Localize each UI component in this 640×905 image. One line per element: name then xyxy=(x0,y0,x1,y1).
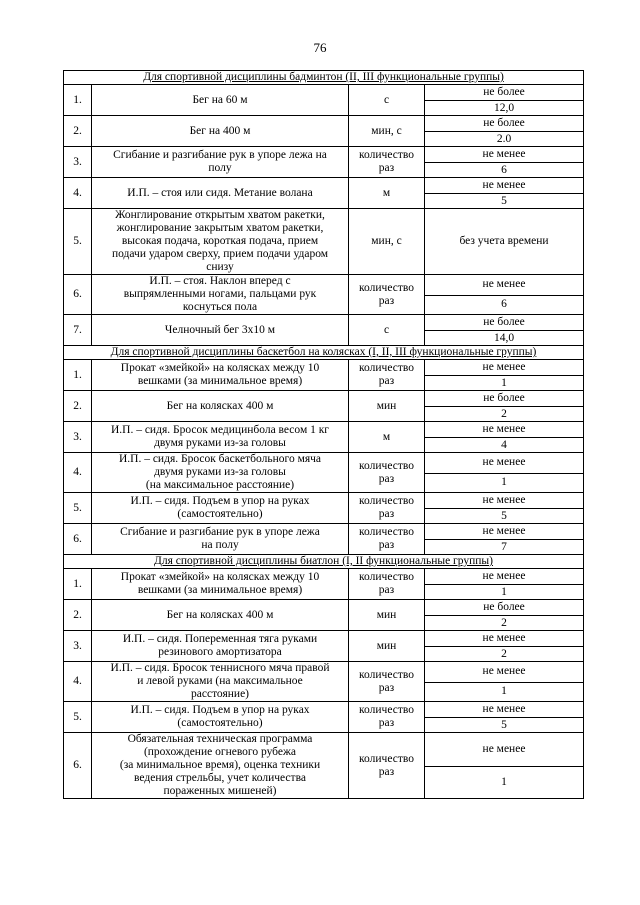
exercise-name: Бег на колясках 400 м xyxy=(92,391,349,422)
qualifier-cell: не более xyxy=(425,391,584,407)
value-cell: 2 xyxy=(425,616,584,631)
row-number: 6. xyxy=(64,733,92,799)
value-cell: 6 xyxy=(425,163,584,178)
table-row xyxy=(64,453,584,474)
table-row xyxy=(64,85,584,101)
row-number: 5. xyxy=(64,209,92,275)
row-number: 6. xyxy=(64,524,92,555)
unit-cell: количество раз xyxy=(349,493,425,524)
exercise-name: И.П. – стоя. Наклон вперед с выпрямленными ногами, пальцами рук коснуться пола xyxy=(92,275,349,315)
row-number: 4. xyxy=(64,453,92,493)
unit-cell: с xyxy=(349,85,425,116)
table-row xyxy=(64,147,584,163)
row-number: 4. xyxy=(64,178,92,209)
exercise-name: И.П. – сидя. Бросок баскетбольного мяча двумя руками из-за головы (на максимальное расстояние) xyxy=(92,453,349,493)
exercise-name: Жонглирование открытым хватом ракетки, жонглирование закрытым хватом ракетки, высокая подача, короткая подача, прием подачи ударом сверху, прием подачи ударом снизу xyxy=(92,209,349,275)
exercise-name: Обязательная техническая программа (прохождение огневого рубежа (за минимальное время), оценка техники ведения стрельбы, учет количества пораженных мишеней) xyxy=(92,733,349,799)
qualifier-cell: не более xyxy=(425,315,584,331)
qualifier-cell: не менее xyxy=(425,631,584,647)
qualifier-cell: не более xyxy=(425,116,584,132)
table-row xyxy=(64,569,584,585)
exercise-name: Прокат «змейкой» на колясках между 10 вешками (за минимальное время) xyxy=(92,360,349,391)
value-cell: 1 xyxy=(425,767,584,799)
unit-cell: количество раз xyxy=(349,275,425,315)
value-cell: 1 xyxy=(425,473,584,492)
value-cell: 2 xyxy=(425,647,584,662)
value-cell: 6 xyxy=(425,295,584,314)
value-cell: 14,0 xyxy=(425,331,584,346)
unit-cell: мин xyxy=(349,600,425,631)
table-row xyxy=(64,631,584,647)
unit-cell: количество раз xyxy=(349,524,425,555)
unit-cell: количество раз xyxy=(349,662,425,702)
value-cell: без учета времени xyxy=(425,209,584,275)
row-number: 5. xyxy=(64,493,92,524)
unit-cell: м xyxy=(349,422,425,453)
value-cell: 2 xyxy=(425,407,584,422)
table-row xyxy=(64,600,584,616)
value-cell: 1 xyxy=(425,585,584,600)
section-header xyxy=(64,71,584,85)
table-row xyxy=(64,733,584,767)
exercise-name: И.П. – сидя. Подъем в упор на руках (самостоятельно) xyxy=(92,702,349,733)
row-number: 3. xyxy=(64,422,92,453)
unit-cell: мин xyxy=(349,391,425,422)
qualifier-cell: не менее xyxy=(425,524,584,540)
unit-cell: с xyxy=(349,315,425,346)
row-number: 3. xyxy=(64,631,92,662)
section-title: Для спортивной дисциплины баскетбол на колясках (I, II, III функциональные группы) xyxy=(64,346,584,360)
unit-cell: количество раз xyxy=(349,569,425,600)
qualifier-cell: не более xyxy=(425,85,584,101)
qualifier-cell: не менее xyxy=(425,360,584,376)
unit-cell: количество раз xyxy=(349,453,425,493)
exercise-name: Бег на 400 м xyxy=(92,116,349,147)
qualifier-cell: не более xyxy=(425,600,584,616)
exercise-name: И.П. – сидя. Попеременная тяга руками резинового амортизатора xyxy=(92,631,349,662)
unit-cell: количество раз xyxy=(349,360,425,391)
section-header xyxy=(64,555,584,569)
qualifier-cell: не менее xyxy=(425,733,584,767)
table-row xyxy=(64,275,584,296)
row-number: 1. xyxy=(64,85,92,116)
row-number: 2. xyxy=(64,391,92,422)
table-row xyxy=(64,422,584,438)
exercise-name: И.П. – сидя. Бросок теннисного мяча правой и левой руками (на максимальное расстояние) xyxy=(92,662,349,702)
unit-cell: мин, с xyxy=(349,209,425,275)
table-row xyxy=(64,524,584,540)
exercise-name: И.П. – сидя. Подъем в упор на руках (самостоятельно) xyxy=(92,493,349,524)
unit-cell: мин, с xyxy=(349,116,425,147)
unit-cell: количество раз xyxy=(349,147,425,178)
value-cell: 7 xyxy=(425,540,584,555)
section-title: Для спортивной дисциплины бадминтон (II, III функциональные группы) xyxy=(64,71,584,85)
row-number: 1. xyxy=(64,360,92,391)
value-cell: 5 xyxy=(425,509,584,524)
page-number: 76 xyxy=(313,40,327,55)
section-header xyxy=(64,346,584,360)
value-cell: 5 xyxy=(425,194,584,209)
row-number: 3. xyxy=(64,147,92,178)
value-cell: 1 xyxy=(425,376,584,391)
qualifier-cell: не менее xyxy=(425,493,584,509)
exercise-name: Сгибание и разгибание рук в упоре лежа на полу xyxy=(92,524,349,555)
qualifier-cell: не менее xyxy=(425,662,584,683)
table-row xyxy=(64,116,584,132)
table-row xyxy=(64,702,584,718)
standards-table xyxy=(63,70,584,799)
section-title: Для спортивной дисциплины биатлон (I, II функциональные группы) xyxy=(64,555,584,569)
row-number: 7. xyxy=(64,315,92,346)
value-cell: 5 xyxy=(425,718,584,733)
table-row xyxy=(64,493,584,509)
table-row xyxy=(64,662,584,683)
qualifier-cell: не менее xyxy=(425,422,584,438)
unit-cell: количество раз xyxy=(349,733,425,799)
table-row xyxy=(64,360,584,376)
unit-cell: количество раз xyxy=(349,702,425,733)
table-row xyxy=(64,209,584,275)
table-row xyxy=(64,391,584,407)
qualifier-cell: не менее xyxy=(425,702,584,718)
exercise-name: Бег на колясках 400 м xyxy=(92,600,349,631)
qualifier-cell: не менее xyxy=(425,569,584,585)
unit-cell: мин xyxy=(349,631,425,662)
row-number: 5. xyxy=(64,702,92,733)
qualifier-cell: не менее xyxy=(425,453,584,474)
row-number: 1. xyxy=(64,569,92,600)
exercise-name: И.П. – сидя. Бросок медицинбола весом 1 кг двумя руками из-за головы xyxy=(92,422,349,453)
value-cell: 2.0 xyxy=(425,132,584,147)
value-cell: 1 xyxy=(425,682,584,701)
row-number: 4. xyxy=(64,662,92,702)
row-number: 6. xyxy=(64,275,92,315)
exercise-name: Прокат «змейкой» на колясках между 10 вешками (за минимальное время) xyxy=(92,569,349,600)
exercise-name: Бег на 60 м xyxy=(92,85,349,116)
table-row xyxy=(64,315,584,331)
exercise-name: Челночный бег 3х10 м xyxy=(92,315,349,346)
row-number: 2. xyxy=(64,116,92,147)
value-cell: 12,0 xyxy=(425,101,584,116)
table-row xyxy=(64,178,584,194)
qualifier-cell: не менее xyxy=(425,275,584,296)
qualifier-cell: не менее xyxy=(425,147,584,163)
value-cell: 4 xyxy=(425,438,584,453)
exercise-name: Сгибание и разгибание рук в упоре лежа на полу xyxy=(92,147,349,178)
unit-cell: м xyxy=(349,178,425,209)
row-number: 2. xyxy=(64,600,92,631)
qualifier-cell: не менее xyxy=(425,178,584,194)
exercise-name: И.П. – стоя или сидя. Метание волана xyxy=(92,178,349,209)
